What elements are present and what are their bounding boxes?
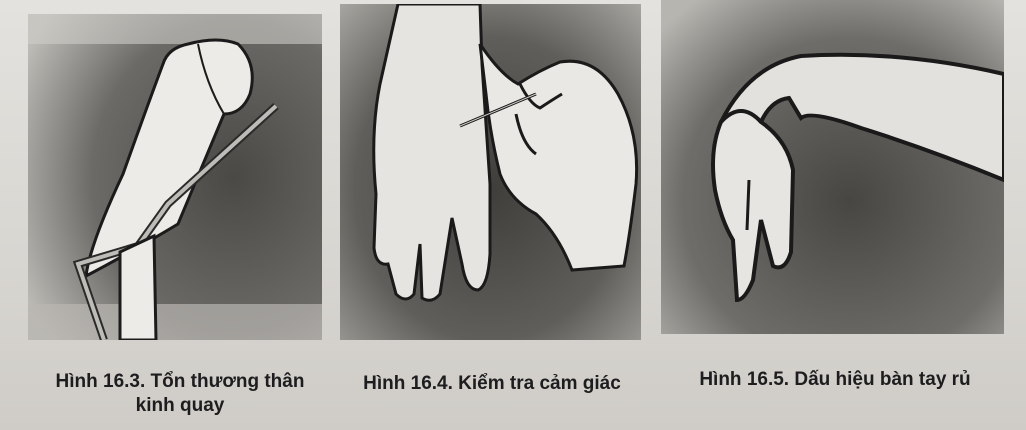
- hand-sensory-test-illustration: [340, 4, 641, 340]
- figure-16-3: [28, 14, 322, 340]
- caption-line-1: Hình 16.3. Tổn thương thân: [55, 371, 305, 392]
- figure-16-3-caption: [30, 370, 330, 418]
- caption-line-1: Hình 16.5. Dấu hiệu bàn tay rủ: [699, 369, 971, 390]
- caption-line-1: Hình 16.4. Kiểm tra cảm giác: [363, 373, 621, 394]
- arm-radial-nerve-injury-illustration: [28, 14, 322, 340]
- figure-16-4: [340, 4, 641, 340]
- figure-16-4-caption: [337, 372, 647, 396]
- wrist-drop-sign-illustration: [661, 0, 1004, 334]
- figure-16-5-caption: [660, 368, 1010, 392]
- figure-16-5: [661, 0, 1004, 334]
- caption-line-2: kinh quay: [135, 395, 225, 416]
